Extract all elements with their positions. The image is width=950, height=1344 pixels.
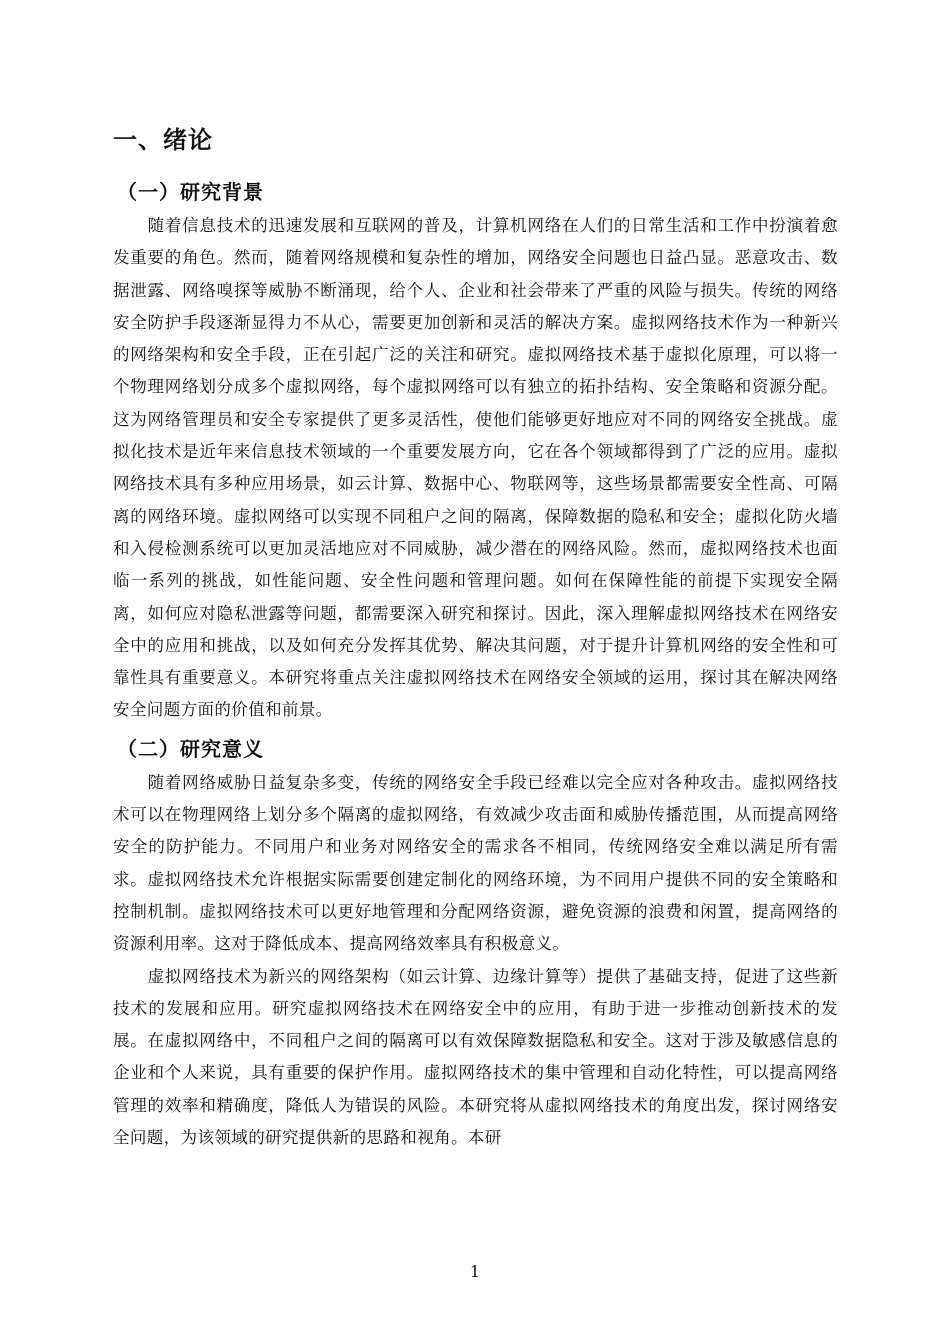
page-content	[113, 120, 838, 1154]
section-heading-significance: （二）研究意义	[117, 736, 264, 761]
section-heading-background: （一）研究背景	[117, 180, 264, 204]
page-number: 1	[469, 1262, 481, 1281]
significance-paragraph-2: 虚拟网络技术为新兴的网络架构（如云计算、边缘计算等）提供了基础支持，促进了这些新技术的发展和应用。研究虚拟网络技术在网络安全中的应用，有助于进一步推动创新技术的发展。在虚拟网络中，不同租户之间的隔离可以有效保障数据隐私和安全。这对于涉及敏感信息的企业和个人来说，具有重要的保护作用。虚拟网络技术的集中管理和自动化特性，可以提高网络管理的效率和精确度，降低人为错误的风险。本研究将从虚拟网络技术的角度出发，探讨网络安全问题，为该领域的研究提供新的思路和视角。本研	[113, 966, 838, 1148]
chapter-heading: 一、绪论	[113, 126, 213, 154]
significance-paragraph-1: 随着网络威胁日益复杂多变，传统的网络安全手段已经难以完全应对各种攻击。虚拟网络技术可以在物理网络上划分多个隔离的虚拟网络，有效减少攻击面和威胁传播范围，从而提高网络安全的防护能力。不同用户和业务对网络安全的需求各不相同，传统网络安全难以满足所有需求。虚拟网络技术允许根据实际需要创建定制化的网络环境，为不同用户提供不同的安全策略和控制机制。虚拟网络技术可以更好地管理和分配网络资源，避免资源的浪费和闲置，提高网络的资源利用率。这对于降低成本、提高网络效率具有积极意义。	[113, 772, 838, 954]
background-paragraph: 随着信息技术的迅速发展和互联网的普及，计算机网络在人们的日常生活和工作中扮演着愈发重要的角色。然而，随着网络规模和复杂性的增加，网络安全问题也日益凸显。恶意攻击、数据泄露、网络嗅探等威胁不断涌现，给个人、企业和社会带来了严重的风险与损失。传统的网络安全防护手段逐渐显得力不从心，需要更加创新和灵活的解决方案。虚拟网络技术作为一种新兴的网络架构和安全手段，正在引起广泛的关注和研究。虚拟网络技术基于虚拟化原理，可以将一个物理网络划分成多个虚拟网络，每个虚拟网络可以有独立的拓扑结构、安全策略和资源分配。这为网络管理员和安全专家提供了更多灵活性，使他们能够更好地应对不同的网络安全挑战。虚拟化技术是近年来信息技术领域的一个重要发展方向，它在各个领域都得到了广泛的应用。虚拟网络技术具有多种应用场景，如云计算、数据中心、物联网等，这些场景都需要安全性高、可隔离的网络环境。虚拟网络可以实现不同租户之间的隔离，保障数据的隐私和安全；虚拟化防火墙和入侵检测系统可以更加灵活地应对不同威胁，减少潜在的网络风险。然而，虚拟网络技术也面临一系列的挑战，如性能问题、安全性问题和管理问题。如何在保障性能的前提下实现安全隔离，如何应对隐私泄露等问题，都需要深入研究和探讨。因此，深入理解虚拟网络技术在网络安全中的应用和挑战，以及如何充分发挥其优势、解决其问题，对于提升计算机网络的安全性和可靠性具有重要意义。本研究将重点关注虚拟网络技术在网络安全领域的运用，探讨其在解决网络安全问题方面的价值和前景。	[113, 216, 838, 720]
